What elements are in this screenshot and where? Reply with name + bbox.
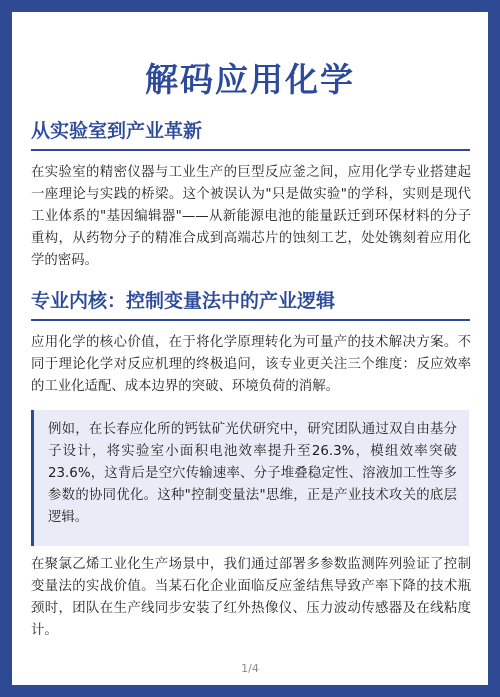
pvc-paragraph: 在聚氯乙烯工业化生产场景中，我们通过部署多参数监测阵列验证了控制变量法的实战价值。当某石化企业面临反应釜结焦导致产率下降的技术瓶颈时，团队在生产线同步安装了红外热像仪、压力波动传感器及在线粘度计。 [31, 557, 471, 638]
page-number: 1/4 [241, 662, 259, 675]
page-title: 解码应用化学 [145, 60, 355, 99]
example-callout [31, 410, 469, 546]
section-divider [31, 149, 470, 151]
document-page [12, 12, 488, 685]
example-callout-text: 例如，在长春应化所的钙钛矿光伏研究中，研究团队通过双自由基分子设计，将实验室小面积电池效率提升至26.3%，模组效率突破23.6%，这背后是空穴传输速率、分子堆叠稳定性、溶液加工性等多参数的协同优化。这种"控制变量法"思维，正是产业技术攻关的底层逻辑。 [48, 422, 457, 525]
section-heading-core: 专业内核：控制变量法中的产业逻辑 [31, 290, 336, 312]
core-paragraph: 应用化学的核心价值，在于将化学原理转化为可量产的技术解决方案。不同于理论化学对反应机理的终极追问，该专业更关注三个维度：反应效率的工业化适配、成本边界的突破、环境负荷的消解。 [31, 335, 471, 394]
section-heading-lab-to-industry: 从实验室到产业革新 [31, 120, 203, 142]
section-divider [31, 319, 470, 321]
intro-paragraph: 在实验室的精密仪器与工业生产的巨型反应釜之间，应用化学专业搭建起一座理论与实践的桥梁。这个被误认为"只是做实验"的学科，实则是现代工业体系的"基因编辑器"——从新能源电池的能量跃迁到环保材料的分子重构，从药物分子的精准合成到高端芯片的蚀刻工艺，处处镌刻着应用化学的密码。 [31, 165, 471, 268]
